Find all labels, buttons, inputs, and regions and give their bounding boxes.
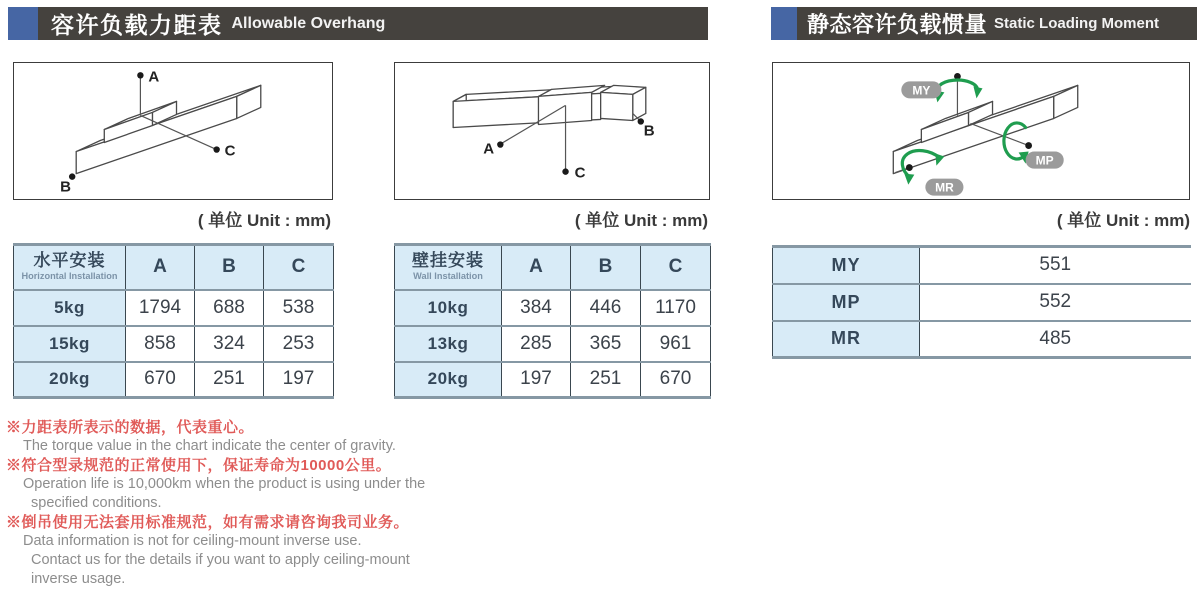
moment-label-cell: MR	[773, 321, 920, 358]
header-zh: 水平安装	[33, 251, 106, 271]
rail-wireframe-moment	[773, 63, 1189, 199]
row-header-cell	[395, 245, 502, 290]
footnotes-block	[6, 418, 596, 589]
my-badge-label: MY	[912, 83, 931, 98]
column-header-b: B	[571, 245, 641, 290]
point-a-dot	[497, 141, 503, 147]
value-cell: 251	[571, 362, 641, 398]
point-a-dot	[137, 72, 143, 78]
point-c-dot	[562, 168, 568, 174]
table-row	[773, 247, 1191, 284]
loading-moment-diagram	[772, 62, 1190, 200]
rail-end-face	[1054, 85, 1078, 118]
value-cell: 253	[264, 326, 334, 362]
point-c-dot	[213, 146, 219, 152]
value-cell: 365	[571, 326, 641, 362]
footnote-zh: ※符合型录规范的正常使用下，保证寿命为10000公里。	[6, 457, 392, 474]
column-header-c: C	[264, 245, 334, 290]
unit-label: ( 单位 Unit : mm)	[197, 211, 331, 230]
label-a: A	[483, 140, 495, 158]
section-header-moment	[771, 7, 1197, 40]
value-cell: 551	[920, 247, 1191, 284]
label-a: A	[148, 68, 160, 86]
column-header-a: A	[502, 245, 571, 290]
load-cell: 13kg	[395, 326, 502, 362]
overhang-title-zh: 容许负载力距表	[51, 12, 223, 38]
unit-label: ( 单位 Unit : mm)	[574, 211, 708, 230]
label-c: C	[574, 164, 586, 182]
overhang-title-en: Allowable Overhang	[231, 14, 386, 32]
my-arrowhead-icon	[973, 86, 982, 98]
load-cell: 20kg	[395, 362, 502, 398]
value-cell: 961	[641, 326, 711, 362]
rail-wireframe-wall	[395, 63, 709, 199]
footnote-en: inverse usage.	[31, 571, 126, 587]
value-cell: 858	[126, 326, 195, 362]
table-row	[14, 290, 334, 326]
header-en: Wall Installation	[413, 271, 483, 282]
footnote-en: Operation life is 10,000km when the product is using under the	[23, 476, 426, 492]
column-header-b: B	[195, 245, 264, 290]
value-cell: 1794	[126, 290, 195, 326]
label-c: C	[224, 142, 236, 160]
label-b: B	[60, 178, 72, 196]
value-cell: 285	[502, 326, 571, 362]
mr-axis-dot	[906, 164, 913, 171]
section-header-overhang	[8, 7, 708, 40]
mp-badge-label: MP	[1035, 153, 1054, 168]
value-cell: 384	[502, 290, 571, 326]
load-cell: 15kg	[14, 326, 126, 362]
mr-badge-label: MR	[935, 180, 954, 195]
table-row	[14, 362, 334, 398]
unit-label: ( 单位 Unit : mm)	[1056, 211, 1190, 230]
cube-front-face	[601, 92, 633, 120]
table-row	[773, 284, 1191, 321]
value-cell: 688	[195, 290, 264, 326]
value-cell: 197	[502, 362, 571, 398]
mr-arrowhead-icon	[904, 174, 914, 185]
horizontal-installation-diagram	[13, 62, 333, 200]
loading-moment-table	[772, 245, 1191, 359]
rail-end-face	[237, 85, 261, 118]
value-cell: 446	[571, 290, 641, 326]
table-row	[14, 326, 334, 362]
footnote-en: Data information is not for ceiling-mount inverse use.	[23, 533, 362, 549]
footnote-en: specified conditions.	[31, 495, 162, 511]
accent-square-icon	[771, 7, 797, 40]
value-cell: 670	[126, 362, 195, 398]
wall-installation-diagram	[394, 62, 710, 200]
wall-installation-table	[394, 243, 711, 399]
column-header-a: A	[126, 245, 195, 290]
table-row	[773, 321, 1191, 358]
footnote-zh: ※倒吊使用无法套用标准规范，如有需求请咨询我司业务。	[6, 514, 410, 531]
table-row	[395, 290, 711, 326]
accent-square-icon	[8, 7, 38, 40]
load-cell: 20kg	[14, 362, 126, 398]
load-cell: 5kg	[14, 290, 126, 326]
value-cell: 197	[264, 362, 334, 398]
moment-label-cell: MY	[773, 247, 920, 284]
moment-label-cell: MP	[773, 284, 920, 321]
rail-wireframe-horizontal	[14, 63, 332, 199]
load-cell: 10kg	[395, 290, 502, 326]
table-header-row	[14, 245, 334, 290]
label-b: B	[643, 122, 655, 140]
value-cell: 552	[920, 284, 1191, 321]
value-cell: 1170	[641, 290, 711, 326]
header-en: Horizontal Installation	[21, 271, 118, 282]
header-zh: 壁挂安装	[412, 251, 484, 271]
moment-title-zh: 静态容许负载惯量	[807, 12, 988, 37]
footnote-en: Contact us for the details if you want to apply ceiling-mount	[31, 552, 410, 568]
table-header-row	[395, 245, 711, 290]
table-row	[395, 362, 711, 398]
footnote-zh: ※力距表所表示的数据，代表重心。	[6, 419, 255, 436]
row-header-cell	[14, 245, 126, 290]
moment-title-en: Static Loading Moment	[994, 15, 1160, 32]
value-cell: 251	[195, 362, 264, 398]
value-cell: 538	[264, 290, 334, 326]
mp-axis-dot	[1025, 142, 1032, 149]
value-cell: 485	[920, 321, 1191, 358]
footnote-en: The torque value in the chart indicate the center of gravity.	[23, 438, 396, 454]
value-cell: 324	[195, 326, 264, 362]
table-row	[395, 326, 711, 362]
value-cell: 670	[641, 362, 711, 398]
horizontal-installation-table	[13, 243, 334, 399]
column-header-c: C	[641, 245, 711, 290]
